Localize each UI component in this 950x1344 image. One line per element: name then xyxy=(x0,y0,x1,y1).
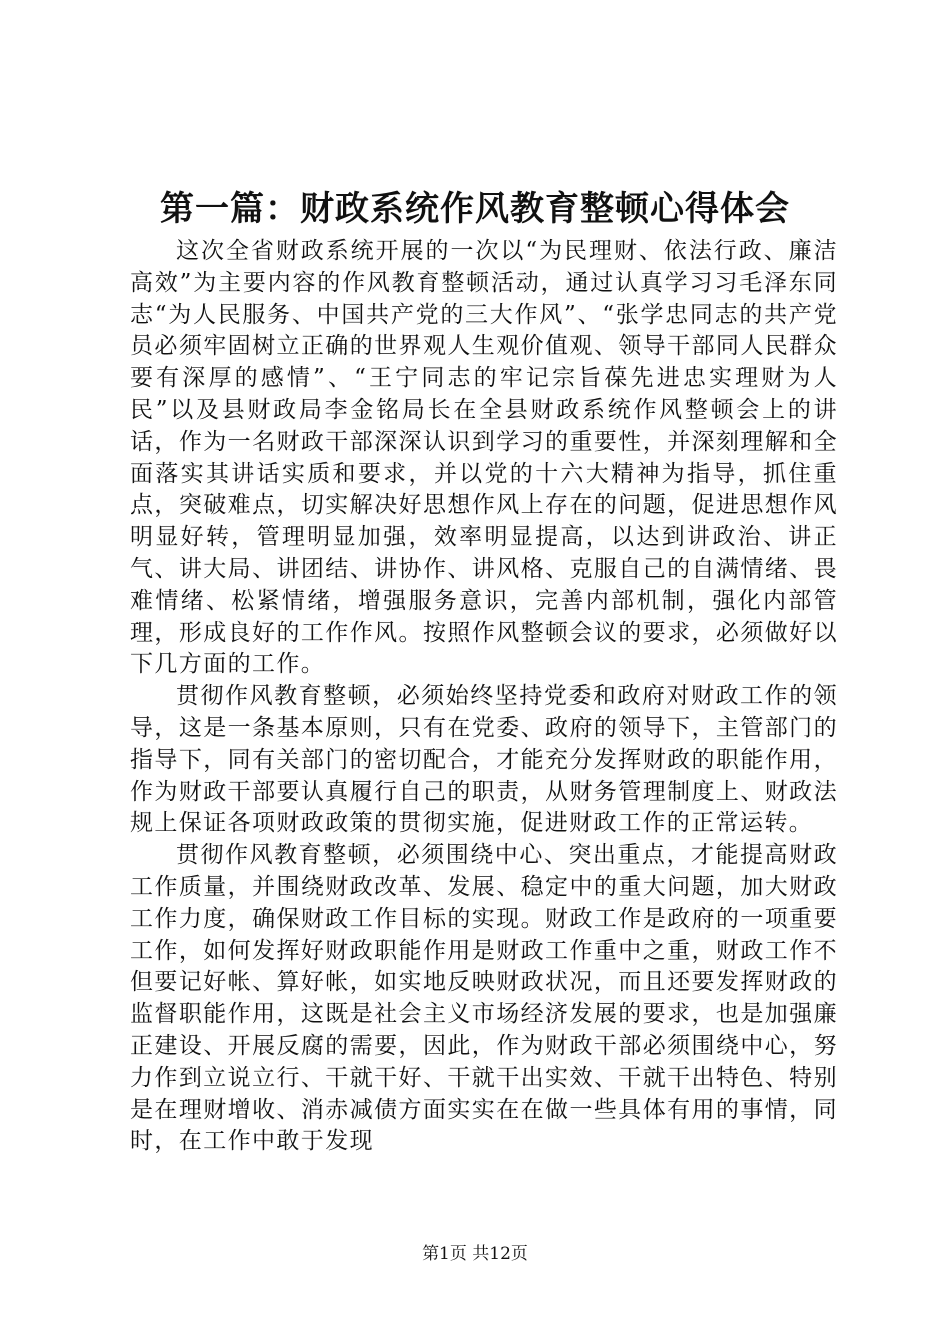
document-body xyxy=(130,236,838,1158)
page-number-footer: 第1页 共12页 xyxy=(422,1244,528,1264)
paragraph: 贯彻作风教育整顿，必须围绕中心、突出重点，才能提高财政工作质量，并围绕财政改革、发展、稳定中的重大问题，加大财政工作力度，确保财政工作目标的实现。财政工作是政府的一项重要工作，如何发挥好财政职能作用是财政工作重中之重，财政工作不但要记好帐、算好帐，如实地反映财政状况，而且还要发挥财政的监督职能作用，这既是社会主义市场经济发展的要求，也是加强廉正建设、开展反腐的需要，因此，作为财政干部必须围绕中心，努力作到立说立行、干就干好、干就干出实效、干就干出特色、特别是在理财增收、消赤减债方面实实在在做一些具体有用的事情，同时，在工作中敢于发现 xyxy=(130,842,838,1155)
paragraph: 这次全省财政系统开展的一次以“为民理财、依法行政、廉洁高效”为主要内容的作风教育整顿活动，通过认真学习习毛泽东同志“为人民服务、中国共产党的三大作风”、“张学忠同志的共产党员必须牢固树立正确的世界观人生观价值观、领导干部同人民群众要有深厚的感情”、“王宁同志的牢记宗旨葆先进忠实理财为人民”以及县财政局李金铭局长在全县财政系统作风整顿会上的讲话，作为一名财政干部深深认识到学习的重要性，并深刻理解和全面落实其讲话实质和要求，并以党的十六大精神为指导，抓住重点，突破难点，切实解决好思想作风上存在的问题，促进思想作风明显好转，管理明显加强，效率明显提高，以达到讲政治、讲正气、讲大局、讲团结、讲协作、讲风格、克服自己的自满情绪、畏难情绪、松紧情绪，增强服务意识，完善内部机制，强化内部管理，形成良好的工作作风。按照作风整顿会议的要求，必须做好以下几方面的工作。 xyxy=(130,238,838,678)
document-title: 第一篇：财政系统作风教育整顿心得体会 xyxy=(160,189,790,229)
paragraph: 贯彻作风教育整顿，必须始终坚持党委和政府对财政工作的领导，这是一条基本原则，只有在党委、政府的领导下，主管部门的指导下，同有关部门的密切配合，才能充分发挥财政的职能作用，作为财政干部要认真履行自己的职责，从财务管理制度上、财政法规上保证各项财政政策的贯彻实施，促进财政工作的正常运转。 xyxy=(130,683,838,837)
